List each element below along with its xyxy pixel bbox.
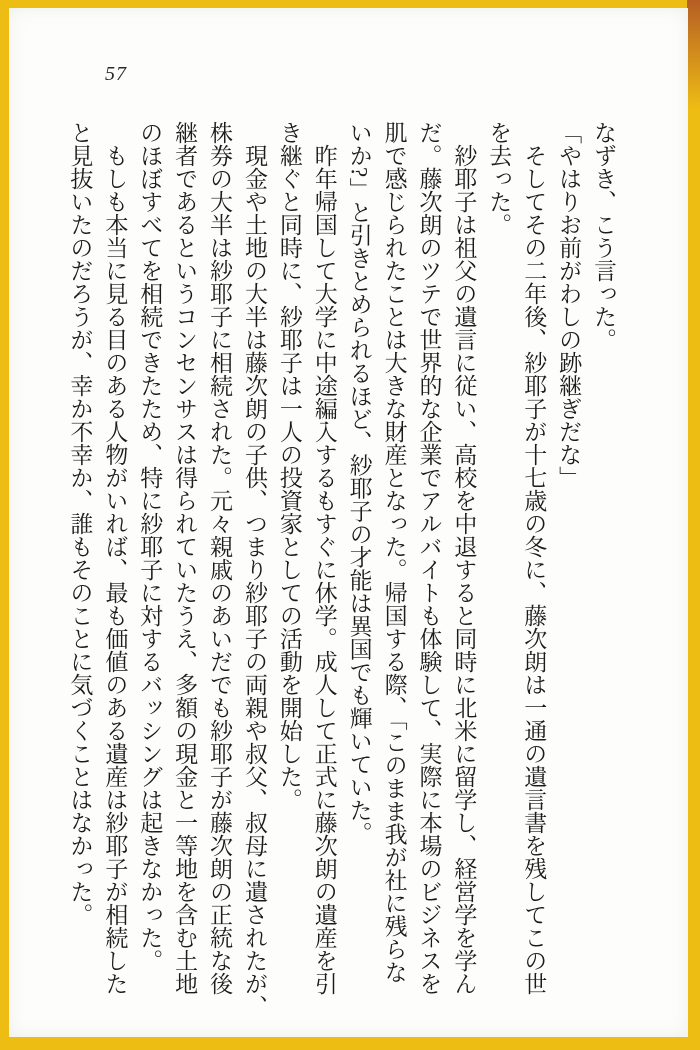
text-line: そしてその二年後、紗耶子が十七歳の冬に、藤次朗は一通の遺言書を残してこの世 — [521, 144, 547, 995]
page-number: 57 — [105, 63, 127, 85]
text-line: 株券の大半は紗耶子に相続された。元々親戚のあいだでも紗耶子が藤次朗の正統な後 — [207, 121, 233, 995]
text-line: 継者であるというコンセンサスは得られていたうえ、多額の現金と一等地を含む土地 — [172, 121, 198, 995]
text-line: もしも本当に見る目のある人物がいれば、最も価値のある遺産は紗耶子が相続した — [102, 144, 128, 995]
text-line: き継ぐと同時に、紗耶子は一人の投資家としての活動を開始した。 — [276, 121, 302, 811]
text-line: と見抜いたのだろうが、幸か不幸か、誰もそのことに気づくことはなかった。 — [67, 121, 93, 926]
text-line: のほぼすべてを相続できたため、特に紗耶子に対するバッシングは起きなかった。 — [137, 121, 163, 972]
text-line: 「やはりお前がわしの跡継ぎだな」 — [556, 121, 582, 489]
text-line: だ。藤次朗のツテで世界的な企業でアルバイトも体験して、実際に本場のビジネスを — [416, 121, 442, 995]
text-line: いか?」と引きとめられるほど、紗耶子の才能は異国でも輝いていた。 — [346, 121, 372, 845]
text-line: 肌で感じられたことは大きな財産となった。帰国する際、「このまま我が社に残らな — [381, 121, 407, 984]
text-line: を去った。 — [486, 121, 512, 236]
corner-stain — [687, 0, 700, 110]
text-line: 昨年帰国して大学に中途編入するもすぐに休学。成人して正式に藤次朗の遺産を引 — [311, 144, 337, 995]
text-line: 現金や土地の大半は藤次朗の子供、つまり紗耶子の両親や叔父、叔母に遺されたが、 — [241, 144, 267, 1018]
text-line: なずき、こう言った。 — [591, 121, 616, 351]
text-line: 紗耶子は祖父の遺言に従い、高校を中退すると同時に北米に留学し、経営学を学ん — [451, 144, 477, 995]
text-column-container — [60, 121, 620, 1018]
book-page — [9, 8, 688, 1037]
